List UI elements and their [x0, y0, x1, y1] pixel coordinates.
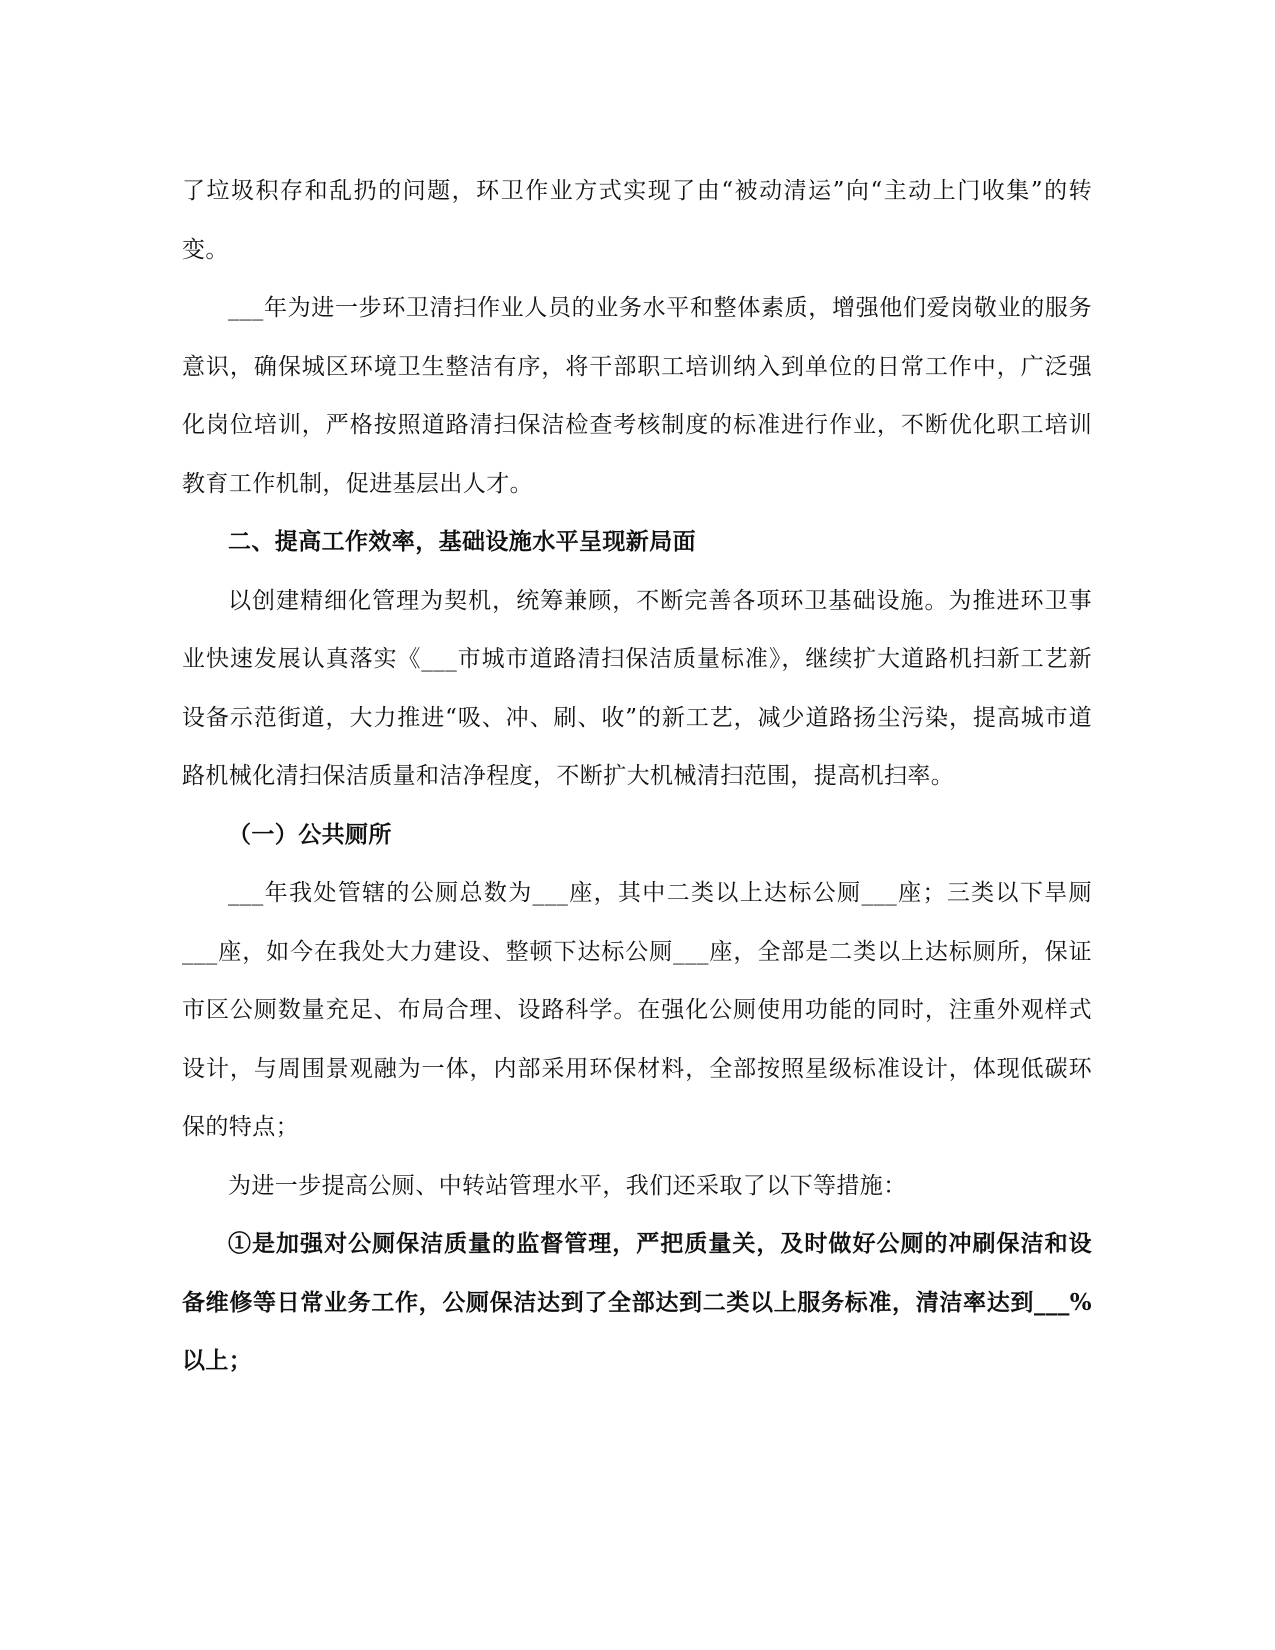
document-body	[182, 162, 1092, 1391]
paragraph-public-toilets: ___年我处管辖的公厕总数为___座，其中二类以上达标公厕___座；三类以下旱厕___座，如今在我处大力建设、整顿下达标公厕___座，全部是二类以上达标厕所，保证市区公厕数量充足、布局合理、设路科学。在强化公厕使用功能的同时，注重外观样式设计，与周围景观融为一体，内部采用环保材料，全部按照星级标准设计，体现低碳环保的特点；	[182, 880, 1092, 1140]
paragraph-measure-1: ①是加强对公厕保洁质量的监督管理，严把质量关，及时做好公厕的冲刷保洁和设备维修等日常业务工作，公厕保洁达到了全部达到二类以上服务标准，清洁率达到___%以上；	[182, 1230, 1092, 1374]
section-heading: 二、提高工作效率，基础设施水平呈现新局面	[228, 528, 696, 555]
paragraph-measures-intro: 为进一步提高公厕、中转站管理水平，我们还采取了以下等措施：	[228, 1172, 907, 1199]
paragraph-staff-training: ___年为进一步环卫清扫作业人员的业务水平和整体素质，增强他们爱岗敬业的服务意识，确保城区环境卫生整洁有序，将干部职工培训纳入到单位的日常工作中，广泛强化岗位培训，严格按照道路清扫保洁检查考核制度的标准进行作业，不断优化职工培训教育工作机制，促进基层出人才。	[182, 295, 1092, 497]
paragraph-infrastructure: 以创建精细化管理为契机，统筹兼顾，不断完善各项环卫基础设施。为推进环卫事业快速发展认真落实《___市城市道路清扫保洁质量标准》，继续扩大道路机扫新工艺新设备示范街道，大力推进“吸、冲、刷、收”的新工艺，减少道路扬尘污染，提高城市道路机械化清扫保洁质量和洁净程度，不断扩大机械清扫范围，提高机扫率。	[182, 587, 1092, 789]
paragraph-continuation: 了垃圾积存和乱扔的问题，环卫作业方式实现了由“被动清运”向“主动上门收集”的转变。	[182, 178, 1092, 263]
subsection-heading: （一）公共厕所	[228, 820, 392, 848]
